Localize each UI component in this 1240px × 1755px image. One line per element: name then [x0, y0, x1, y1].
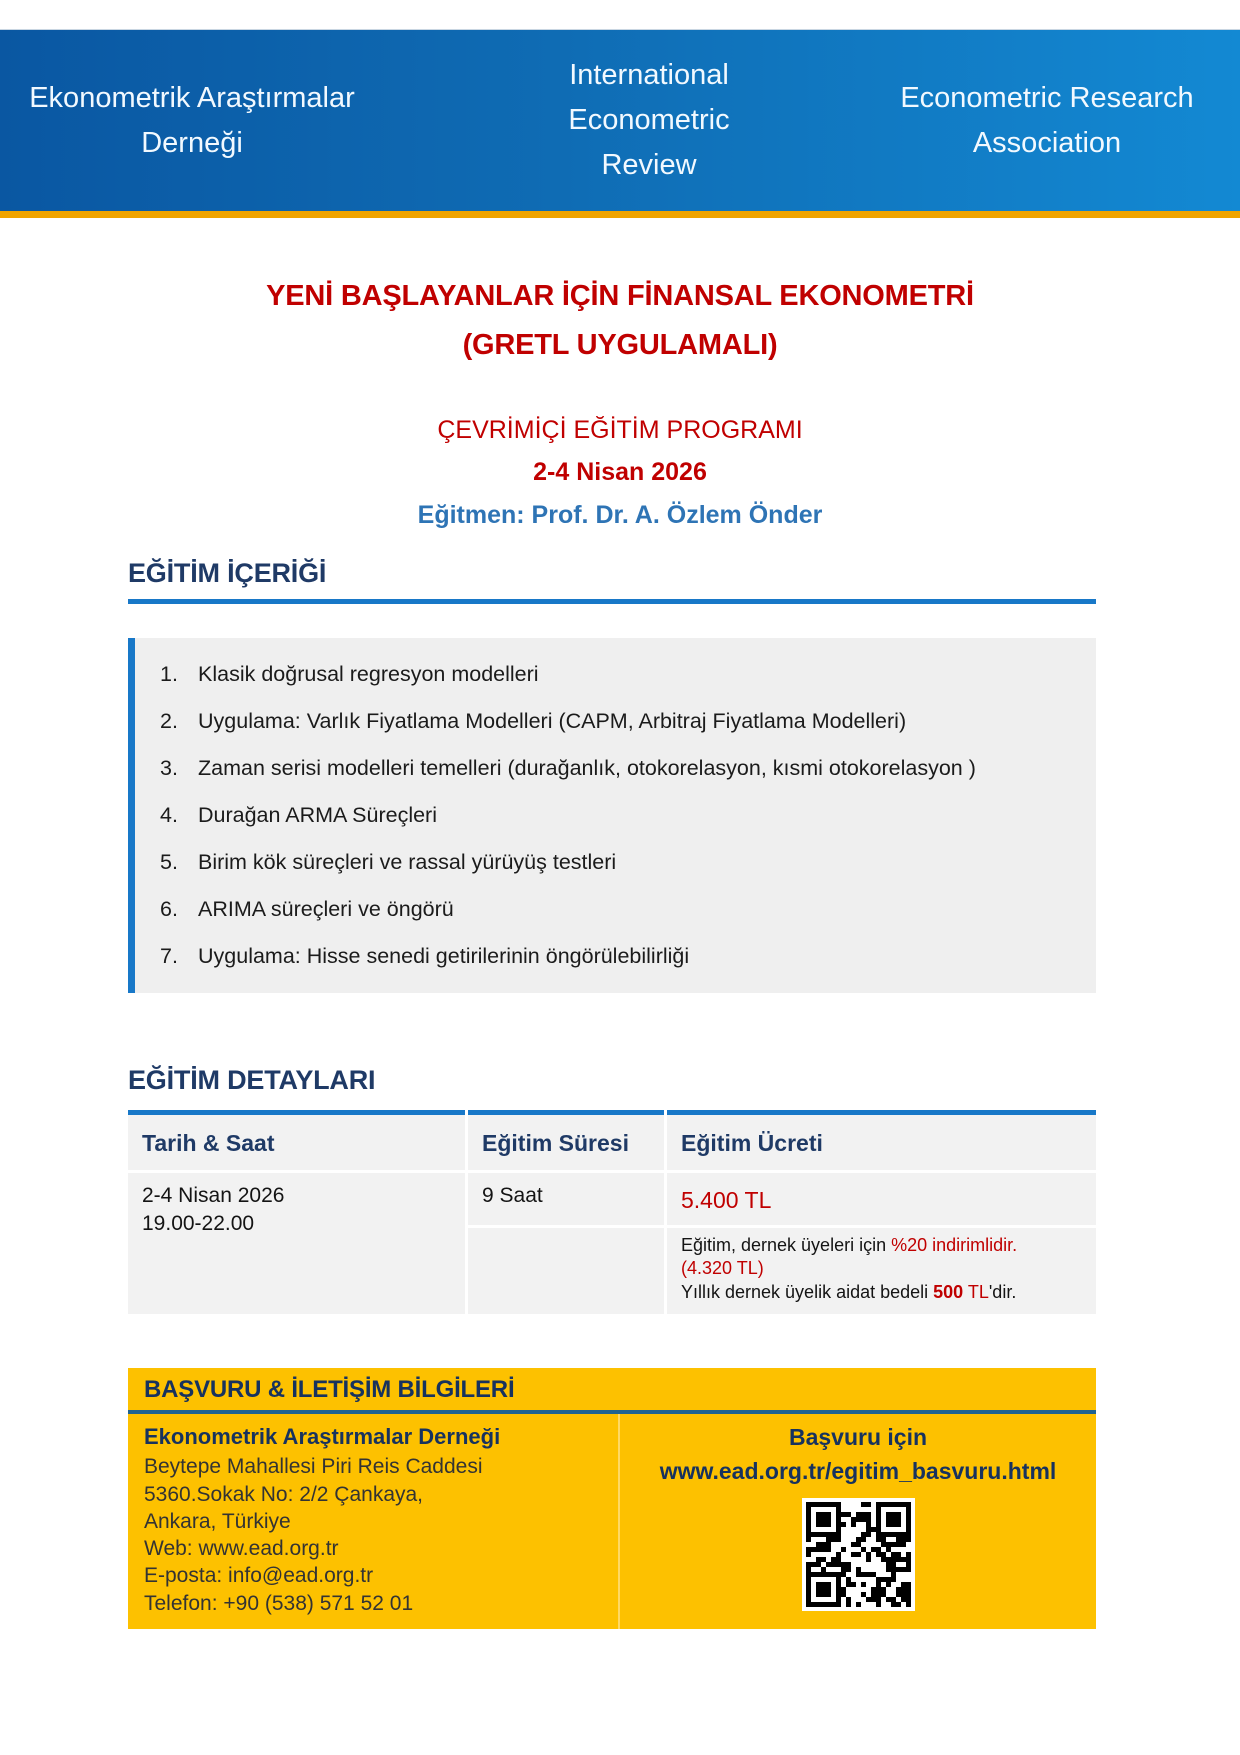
details-section [128, 1065, 1096, 1314]
list-item-number: 4. [160, 803, 178, 827]
list-item [160, 698, 1078, 745]
contact-heading: BAŞVURU & İLETİŞİM BİLGİLERİ [144, 1376, 515, 1404]
top-margin-strip [0, 0, 1240, 29]
details-heading: EĞİTİM DETAYLARI [128, 1065, 376, 1095]
cell-price [667, 1173, 1096, 1225]
column-header-price: Eğitim Ücreti [667, 1110, 1096, 1170]
contact-section [128, 1368, 1096, 1629]
list-item-text: ARIMA süreçleri ve öngörü [198, 897, 454, 921]
contact-address-line3: Ankara, Türkiye [144, 1509, 291, 1533]
org-name-center: International Econometric Review [568, 59, 730, 181]
membership-note-text: Yıllık dernek üyelik aidat bedeli [681, 1281, 934, 1302]
list-item-text: Uygulama: Hisse senedi getirilerinin öngörülebilirliği [198, 944, 690, 968]
column-header-date: Tarih & Saat [128, 1110, 465, 1170]
membership-fee-note [681, 1281, 1082, 1304]
content-section [128, 558, 1096, 993]
course-price: 5.400 TL [681, 1187, 772, 1213]
list-item-number: 1. [160, 662, 178, 686]
list-item-text: Zaman serisi modelleri temelleri (durağanlık, otokorelasyon, kısmi otokorelasyon ) [198, 756, 976, 780]
contact-email-link[interactable]: E-posta: info@ead.org.tr [144, 1564, 374, 1588]
contact-phone: Telefon: +90 (538) 571 52 01 [144, 1591, 414, 1615]
membership-fee-currency: TL [963, 1281, 989, 1302]
membership-fee-amount: 500 [933, 1281, 964, 1302]
program-block [0, 416, 1240, 530]
course-time: 19.00-22.00 [142, 1212, 255, 1236]
cell-price-notes [667, 1228, 1096, 1314]
cell-duration [468, 1173, 664, 1225]
gold-divider [0, 211, 1240, 218]
list-item-text: Birim kök süreçleri ve rassal yürüyüş testleri [198, 850, 617, 874]
cell-empty [468, 1228, 664, 1314]
list-item [160, 886, 1078, 933]
contact-body [128, 1414, 1096, 1629]
column-header-duration: Eğitim Süresi [468, 1110, 664, 1170]
title-block [0, 282, 1240, 360]
contact-address-block [128, 1414, 620, 1629]
contact-org-name: Ekonometrik Araştırmalar Derneği [144, 1424, 501, 1450]
contact-web-link[interactable]: Web: www.ead.org.tr [144, 1537, 339, 1561]
discount-note-red: %20 indirimlidir. [891, 1235, 1018, 1256]
program-instructor: Eğitmen: Prof. Dr. A. Özlem Önder [417, 501, 823, 529]
list-item-number: 2. [160, 709, 178, 733]
discounted-price: (4.320 TL) [681, 1258, 764, 1279]
cell-date-time [128, 1173, 465, 1314]
list-item-number: 3. [160, 756, 178, 780]
contact-header [128, 1368, 1096, 1410]
content-heading-rule [128, 599, 1096, 604]
organization-banner [0, 29, 1240, 211]
course-title-line1: YENİ BAŞLAYANLAR İÇİN FİNANSAL EKONOMETRİ [266, 280, 974, 312]
list-item-number: 5. [160, 850, 178, 874]
list-item-number: 6. [160, 897, 178, 921]
list-item [160, 933, 1078, 980]
list-item-number: 7. [160, 944, 178, 968]
list-item-text: Uygulama: Varlık Fiyatlama Modelleri (CAPM, Arbitraj Fiyatlama Modelleri) [198, 709, 907, 733]
course-date: 2-4 Nisan 2026 [142, 1184, 285, 1207]
details-table [128, 1110, 1096, 1314]
apply-label: Başvuru için [788, 1424, 928, 1451]
course-duration: 9 Saat [482, 1184, 543, 1207]
list-item [160, 839, 1078, 886]
discount-note-text: Eğitim, dernek üyeleri için [681, 1235, 892, 1256]
contact-address-line2: 5360.Sokak No: 2/2 Çankaya, [144, 1482, 424, 1506]
program-format: ÇEVRİMİÇİ EĞİTİM PROGRAMI [437, 416, 803, 444]
qr-code [802, 1498, 915, 1611]
list-item [160, 651, 1078, 698]
content-list [128, 638, 1096, 993]
apply-url-link[interactable]: www.ead.org.tr/egitim_basvuru.html [659, 1458, 1057, 1485]
membership-note-tail: 'dir. [988, 1281, 1017, 1302]
list-item [160, 745, 1078, 792]
application-block [620, 1414, 1096, 1629]
list-item [160, 792, 1078, 839]
discount-note [681, 1234, 1082, 1257]
contact-address-line1: Beytepe Mahallesi Piri Reis Caddesi [144, 1455, 483, 1479]
course-title-line2: (GRETL UYGULAMALI) [462, 329, 778, 361]
list-item-text: Klasik doğrusal regresyon modelleri [198, 662, 539, 686]
list-item-text: Durağan ARMA Süreçleri [198, 803, 437, 827]
org-name-left: Ekonometrik Araştırmalar Derneği [29, 81, 355, 159]
content-heading: EĞİTİM İÇERİĞİ [128, 558, 327, 588]
program-dates: 2-4 Nisan 2026 [533, 458, 707, 486]
org-name-right: Econometric Research Association [900, 81, 1194, 159]
